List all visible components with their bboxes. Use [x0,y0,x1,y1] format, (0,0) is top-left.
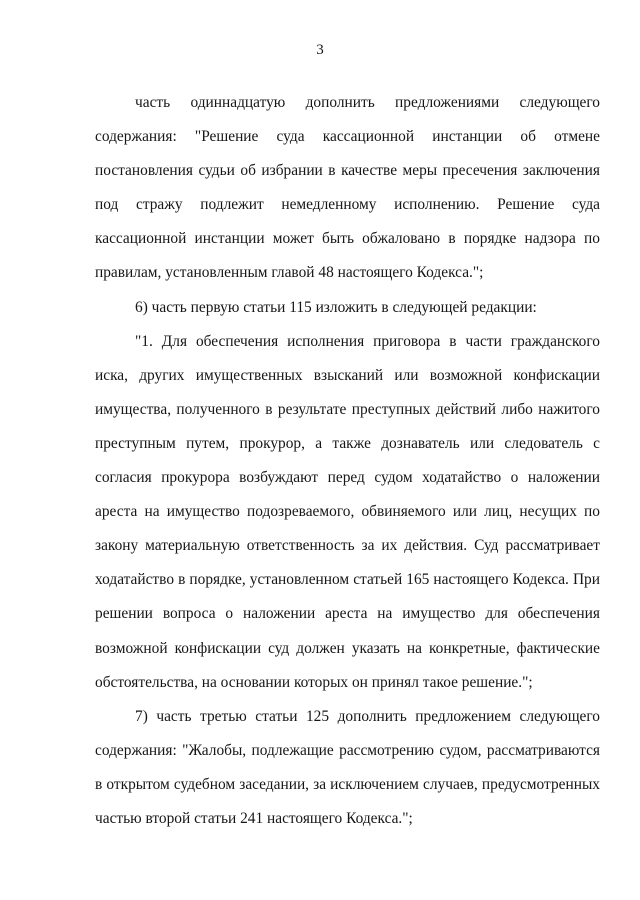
paragraph-item-6: 6) часть первую статьи 115 изложить в следующей редакции: [135,298,537,316]
document-body [95,86,600,836]
paragraph-article-115-text: "1. Для обеспечения исполнения приговора в части гражданского иска, других имущественных взысканий или возможной конфискации имущества, полученного в результате преступных действий либо нажитого преступным путем, прокурор, а также дознаватель или следователь с согласия прокурора возбуждают перед судом ходатайство о наложении ареста на имущество подозреваемого, обвиняемого или лиц, несущих по закону материальную ответственность за их действия. Суд рассматривает ходатайство в порядке, установленном статьей 165 настоящего Кодекса. При решении вопроса о наложении ареста на имущество для обеспечения возможной конфискации суд должен указать на конкретные, фактические обстоятельства, на основании которых он принял такое решение."; [95,332,600,691]
page-number: 3 [316,42,324,58]
paragraph-part-eleven: часть одиннадцатую дополнить предложениями следующего содержания: "Решение суда кассационной инстанции об отмене постановления судьи об избрании в качестве меры пресечения заключения под стражу подлежит немедленному исполнению. Решение суда кассационной инстанции может быть обжаловано в порядке надзора по правилам, установленным главой 48 настоящего Кодекса."; [95,94,600,282]
paragraph-item-7: 7) часть третью статьи 125 дополнить предложением следующего содержания: "Жалобы, подлежащие рассмотрению судом, рассматриваются в открытом судебном заседании, за исключением случаев, предусмотренных частью второй статьи 241 настоящего Кодекса."; [95,707,600,827]
